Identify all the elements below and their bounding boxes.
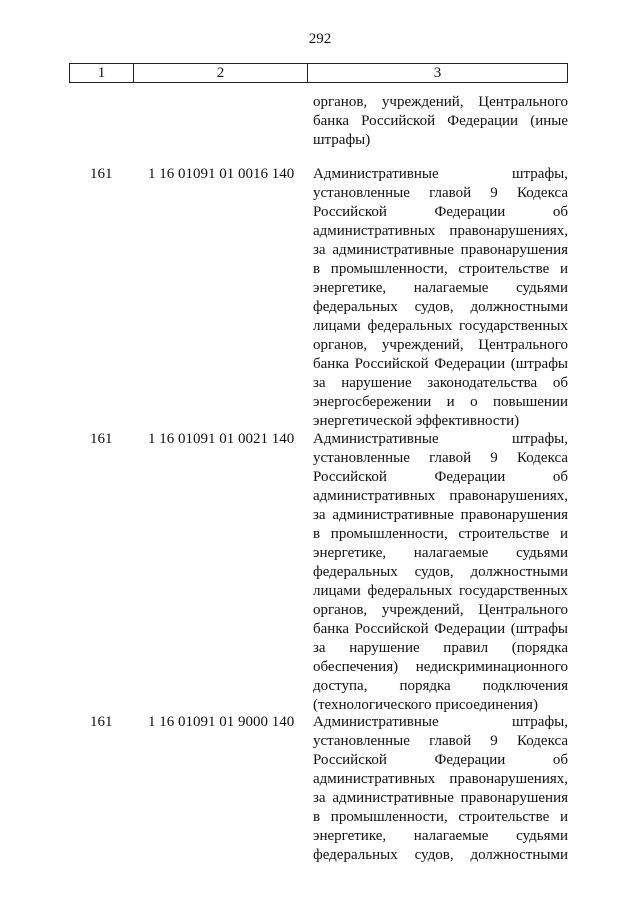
table-header xyxy=(69,63,568,83)
description-line: федеральных судов, должностными xyxy=(313,847,568,863)
admin-code-cell: 161 xyxy=(90,714,113,730)
description-line: энергосбережении и о повышении xyxy=(313,394,568,410)
kbk-code-cell: 1 16 01091 01 9000 140 xyxy=(148,714,295,730)
description-line: федеральных судов, должностными xyxy=(313,299,568,315)
description-line: административных правонарушениях, xyxy=(313,488,568,504)
description-line: установленные главой 9 Кодекса xyxy=(313,185,568,201)
description-line: в промышленности, строительстве и xyxy=(313,526,568,542)
description-line: в промышленности, строительстве и xyxy=(313,261,568,277)
description-line: Административные штрафы, xyxy=(313,431,568,447)
admin-code-cell: 161 xyxy=(90,431,113,447)
description-line: установленные главой 9 Кодекса xyxy=(313,450,568,466)
description-line: административных правонарушениях, xyxy=(313,223,568,239)
description-line: энергетике, налагаемые судьями xyxy=(313,828,568,844)
description-line: банка Российской Федерации (штрафы xyxy=(313,356,568,372)
description-line: органов, учреждений, Центрального xyxy=(313,337,568,353)
description-line: Административные штрафы, xyxy=(313,166,568,182)
description-line: за нарушение законодательства об xyxy=(313,375,568,391)
admin-code-cell: 161 xyxy=(90,166,113,182)
description-line: Российской Федерации об xyxy=(313,204,568,220)
description-line: обеспечения) недискриминационного xyxy=(313,659,568,675)
description-line: банка Российской Федерации (иные xyxy=(313,113,568,129)
description-line: за административные правонарушения xyxy=(313,790,568,806)
header-col-3: 3 xyxy=(433,65,442,81)
description-line: за административные правонарушения xyxy=(313,242,568,258)
description-line: Российской Федерации об xyxy=(313,752,568,768)
description-cell xyxy=(313,93,568,150)
page-number: 292 xyxy=(308,31,332,47)
description-line: лицами федеральных государственных xyxy=(313,318,568,334)
description-cell xyxy=(313,713,568,865)
description-line: установленные главой 9 Кодекса xyxy=(313,733,568,749)
kbk-code-cell: 1 16 01091 01 0016 140 xyxy=(148,166,295,182)
kbk-code-cell: 1 16 01091 01 0021 140 xyxy=(148,431,295,447)
description-line: (технологического присоединения) xyxy=(313,697,538,713)
description-line: Административные штрафы, xyxy=(313,714,568,730)
description-line: банка Российской Федерации (штрафы xyxy=(313,621,568,637)
description-line: в промышленности, строительстве и xyxy=(313,809,568,825)
description-line: энергетике, налагаемые судьями xyxy=(313,280,568,296)
description-line: за административные правонарушения xyxy=(313,507,568,523)
description-cell xyxy=(313,165,568,431)
description-line: административных правонарушениях, xyxy=(313,771,568,787)
header-col-1: 1 xyxy=(70,64,134,82)
description-line: федеральных судов, должностными xyxy=(313,564,568,580)
description-line: энергетической эффективности) xyxy=(313,413,520,429)
description-line: органов, учреждений, Центрального xyxy=(313,602,568,618)
description-line: за нарушение правил (порядка xyxy=(313,640,568,656)
description-cell xyxy=(313,430,568,715)
description-line: Российской Федерации об xyxy=(313,469,568,485)
header-col-2: 2 xyxy=(134,64,308,82)
description-line: доступа, порядка подключения xyxy=(313,678,568,694)
description-line: штрафы) xyxy=(313,132,371,148)
description-line: лицами федеральных государственных xyxy=(313,583,568,599)
description-line: органов, учреждений, Центрального xyxy=(313,94,568,110)
description-line: энергетике, налагаемые судьями xyxy=(313,545,568,561)
